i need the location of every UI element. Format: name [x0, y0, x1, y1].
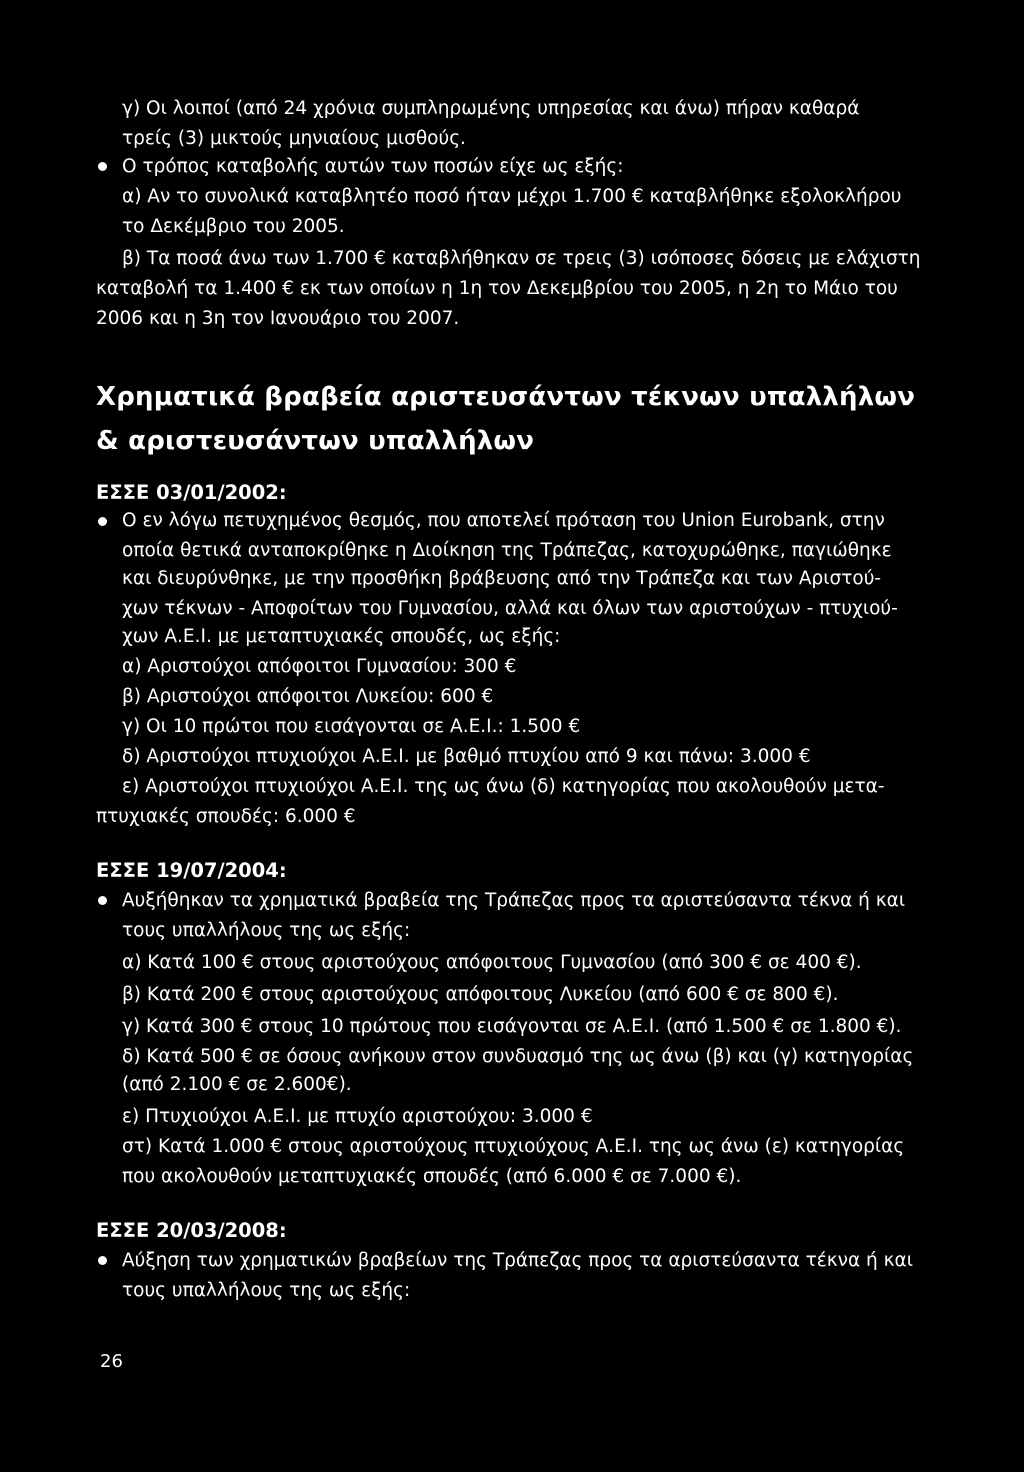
list-item: δ) Κατά 500 € σε όσους ανήκουν στον συνδυασμό της ως άνω (β) και (γ) κατηγορίας: [122, 1046, 914, 1067]
paragraph-line: χων Α.Ε.Ι. με μεταπτυχιακές σπουδές, ως εξής:: [122, 626, 561, 647]
bullet-item-text: Ο εν λόγω πετυχημένος θεσμός, που αποτελεί πρόταση του Union Eurobank, στην: [122, 510, 885, 531]
paragraph-line: β) Τα ποσά άνω των 1.700 € καταβλήθηκαν σε τρεις (3) ισόποσες δόσεις με ελάχιστη: [122, 248, 921, 269]
paragraph-line: τρείς (3) μικτούς μηνιαίους μισθούς.: [122, 128, 466, 149]
list-item: γ) Οι 10 πρώτοι που εισάγονται σε Α.Ε.Ι.: 1.500 €: [122, 716, 581, 737]
paragraph-line: 2006 και η 3η τον Ιανουάριο του 2007.: [96, 308, 460, 329]
paragraph-line: καταβολή τα 1.400 € εκ των οποίων η 1η τον Δεκεμβρίου του 2005, η 2η το Μάιο του: [96, 278, 898, 299]
paragraph-line: οποία θετικά ανταποκρίθηκε η Διοίκηση της Τράπεζας, κατοχυρώθηκε, παγιώθηκε: [122, 540, 892, 561]
list-item: ε) Πτυχιούχοι Α.Ε.Ι. με πτυχίο αριστούχου: 3.000 €: [122, 1106, 593, 1127]
list-item: στ) Κατά 1.000 € στους αριστούχους πτυχιούχους Α.Ε.Ι. της ως άνω (ε) κατηγορίας: [122, 1136, 905, 1157]
list-item: α) Κατά 100 € στους αριστούχους απόφοιτους Γυμνασίου (από 300 € σε 400 €).: [122, 952, 862, 973]
page-number: 26: [100, 1351, 123, 1372]
paragraph-line: γ) Οι λοιποί (από 24 χρόνια συμπληρωμένης υπηρεσίας και άνω) πήραν καθαρά: [122, 98, 860, 119]
bullet-icon: [98, 517, 107, 526]
paragraph-line: το Δεκέμβριο του 2005.: [122, 216, 345, 237]
list-item: δ) Αριστούχοι πτυχιούχοι Α.Ε.Ι. με βαθμό πτυχίου από 9 και πάνω: 3.000 €: [122, 746, 811, 767]
list-item: β) Αριστούχοι απόφοιτοι Λυκείου: 600 €: [122, 686, 494, 707]
paragraph-line: τους υπαλλήλους της ως εξής:: [122, 920, 411, 941]
paragraph-line: τους υπαλλήλους της ως εξής:: [122, 1280, 411, 1301]
section-title: & αριστευσάντων υπαλλήλων: [96, 426, 535, 456]
subsection-heading: ΕΣΣΕ 20/03/2008:: [96, 1219, 287, 1242]
bullet-item-text: Αύξηση των χρηματικών βραβείων της Τράπεζας προς τα αριστεύσαντα τέκνα ή και: [122, 1250, 913, 1271]
list-item: α) Αριστούχοι απόφοιτοι Γυμνασίου: 300 €: [122, 656, 517, 677]
bullet-item-text: Ο τρόπος καταβολής αυτών των ποσών είχε ως εξής:: [122, 156, 624, 177]
bullet-item-text: Αυξήθηκαν τα χρηματικά βραβεία της Τράπεζας προς τα αριστεύσαντα τέκνα ή και: [122, 890, 906, 911]
list-item: ε) Αριστούχοι πτυχιούχοι Α.Ε.Ι. της ως άνω (δ) κατηγορίας που ακολουθούν μετα-: [122, 776, 885, 797]
bullet-icon: [98, 162, 107, 171]
bullet-icon: [98, 896, 107, 905]
paragraph-line: που ακολουθούν μεταπτυχιακές σπουδές (από 6.000 € σε 7.000 €).: [122, 1166, 742, 1187]
subsection-heading: ΕΣΣΕ 19/07/2004:: [96, 859, 287, 882]
list-item: γ) Κατά 300 € στους 10 πρώτους που εισάγονται σε Α.Ε.Ι. (από 1.500 € σε 1.800 €).: [122, 1016, 902, 1037]
subsection-heading: ΕΣΣΕ 03/01/2002:: [96, 481, 287, 504]
paragraph-line: πτυχιακές σπουδές: 6.000 €: [96, 806, 356, 827]
paragraph-line: (από 2.100 € σε 2.600€).: [122, 1074, 352, 1095]
paragraph-line: χων τέκνων - Αποφοίτων του Γυμνασίου, αλλά και όλων των αριστούχων - πτυχιού-: [122, 598, 898, 619]
paragraph-line: α) Αν το συνολικά καταβλητέο ποσό ήταν μέχρι 1.700 € καταβλήθηκε εξολοκλήρου: [122, 186, 902, 207]
section-title: Χρηματικά βραβεία αριστευσάντων τέκνων υπαλλήλων: [96, 382, 916, 412]
bullet-icon: [98, 1256, 107, 1265]
paragraph-line: και διευρύνθηκε, με την προσθήκη βράβευσης από την Τράπεζα και των Αριστού-: [122, 568, 882, 589]
list-item: β) Κατά 200 € στους αριστούχους απόφοιτους Λυκείου (από 600 € σε 800 €).: [122, 984, 839, 1005]
